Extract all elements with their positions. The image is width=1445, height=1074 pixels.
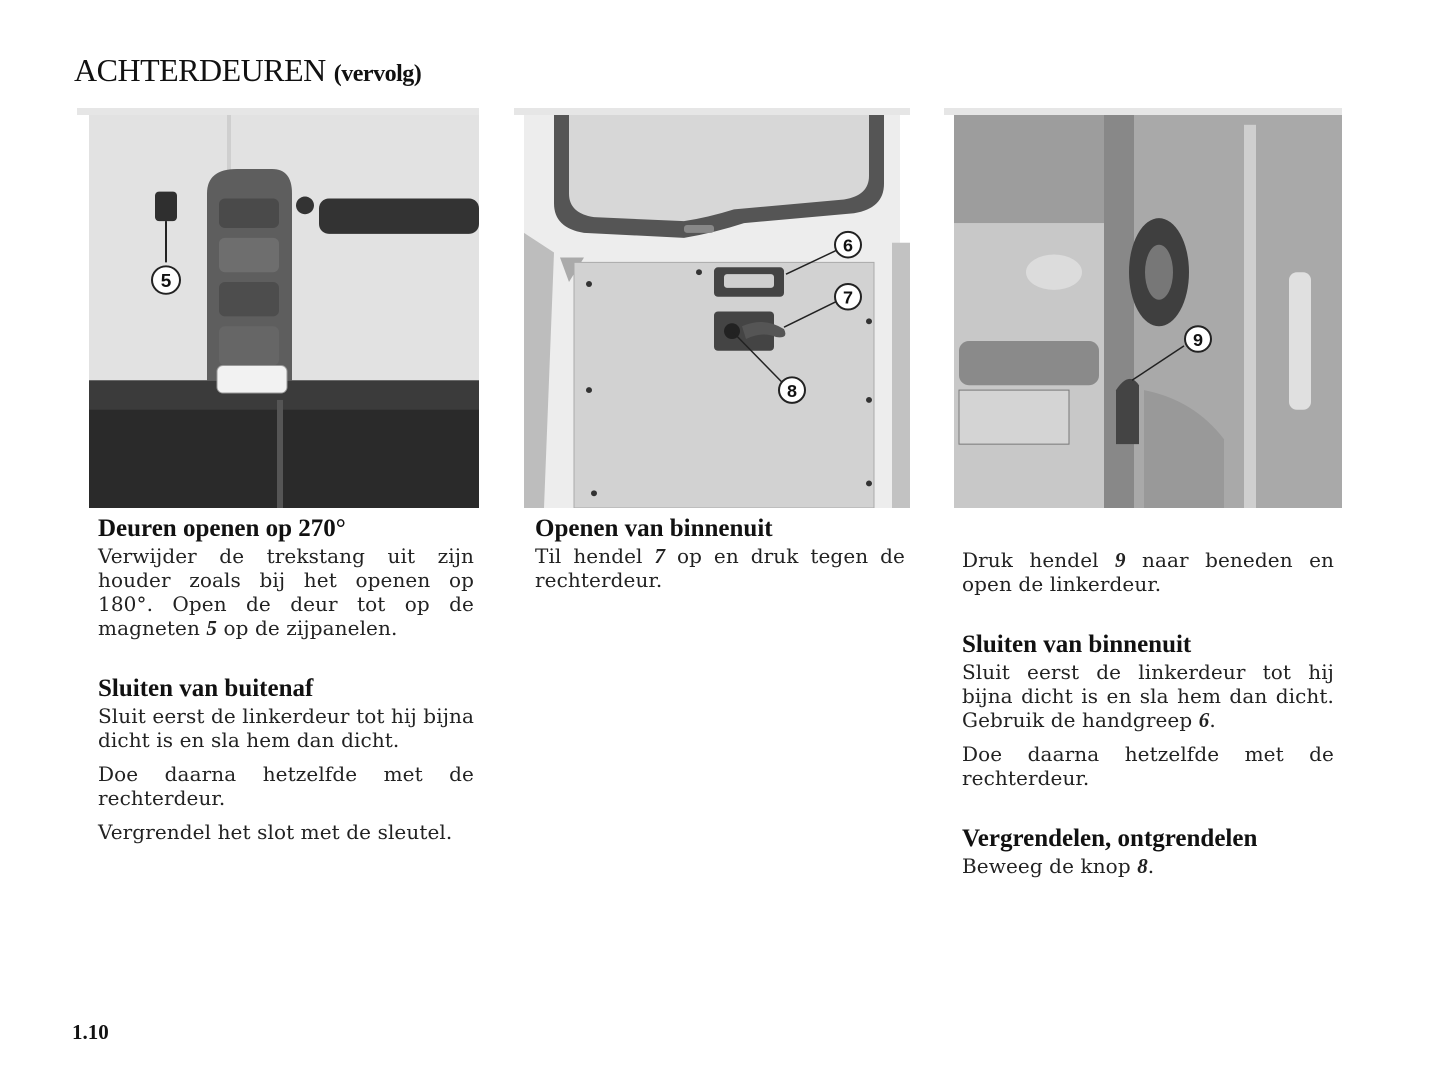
callout-6-label: 6 [842, 235, 854, 256]
heading-openen-binnenuit: Openen van binnenuit [535, 515, 773, 542]
inside-door-photo-illustration [514, 115, 910, 508]
paragraph-lift-lever [535, 544, 905, 592]
text-segment: op de zijpanelen. [217, 616, 398, 640]
heading-vergrendelen: Vergrendelen, ontgrendelen [962, 825, 1258, 852]
paragraph-press-lever-down [962, 548, 1334, 596]
reference-6: 6 [1198, 708, 1210, 732]
text-segment: Druk hendel [962, 548, 1116, 572]
page-number: 1.10 [72, 1020, 109, 1044]
column-left [98, 514, 474, 844]
reference-5: 5 [206, 616, 218, 640]
paragraph-close-with-handle [962, 660, 1334, 732]
text-segment: . [1147, 854, 1155, 878]
heading-deuren-openen-270: Deuren openen op 270° [98, 515, 346, 542]
page-title [74, 52, 421, 89]
paragraph-repeat-right-door: Doe daarna hetzelfde met de rechterdeur. [962, 742, 1334, 790]
callout-7 [835, 284, 861, 310]
text-segment: Sluit eerst de linkerdeur tot hij bijna dicht is en sla hem dan dicht. Gebruik de handgreep [962, 660, 1334, 732]
text-segment: op en druk tegen de rechterdeur. [535, 544, 905, 592]
text-segment: naar beneden en open de linkerdeur. [962, 548, 1334, 596]
callout-6 [835, 232, 861, 258]
text-segment: Beweeg de knop [962, 854, 1138, 878]
callout-9-label: 9 [1192, 330, 1204, 350]
reference-8: 8 [1137, 854, 1148, 878]
text-segment: Til hendel [535, 544, 655, 568]
callout-7-label: 7 [842, 287, 854, 308]
heading-sluiten-buitenaf: Sluiten van buitenaf [98, 675, 314, 702]
column-middle [535, 514, 905, 592]
paragraph-move-knob [962, 854, 1334, 878]
callout-9 [1185, 326, 1211, 352]
exterior-photo-illustration [77, 115, 479, 508]
text-segment: . [1209, 708, 1216, 732]
figure-cargo-interior [944, 108, 1342, 508]
figure-rear-door-exterior [77, 108, 479, 508]
paragraph-open-270 [98, 544, 474, 640]
callout-5 [152, 266, 180, 294]
text-segment: Verwijder de trekstang uit zijn houder zoals bij het openen op 180°. Open de deur tot op de magneten [98, 544, 474, 640]
callout-8-label: 8 [786, 381, 798, 401]
figure-rear-door-inside [514, 108, 910, 508]
reference-7: 7 [654, 544, 666, 568]
heading-sluiten-binnenuit: Sluiten van binnenuit [962, 631, 1192, 658]
column-right [962, 548, 1334, 878]
title-subtitle: (vervolg) [333, 61, 422, 87]
cargo-photo-illustration [944, 115, 1342, 508]
reference-9: 9 [1115, 548, 1126, 572]
paragraph-lock-with-key: Vergrendel het slot met de sleutel. [98, 820, 453, 844]
paragraph-close-left-door: Sluit eerst de linkerdeur tot hij bijna dicht is en sla hem dan dicht. [98, 704, 474, 752]
callout-5-label: 5 [160, 270, 172, 291]
title-main: ACHTERDEUREN [74, 52, 326, 88]
paragraph-close-right-door: Doe daarna hetzelfde met de rechterdeur. [98, 762, 474, 810]
callout-8 [779, 377, 805, 403]
